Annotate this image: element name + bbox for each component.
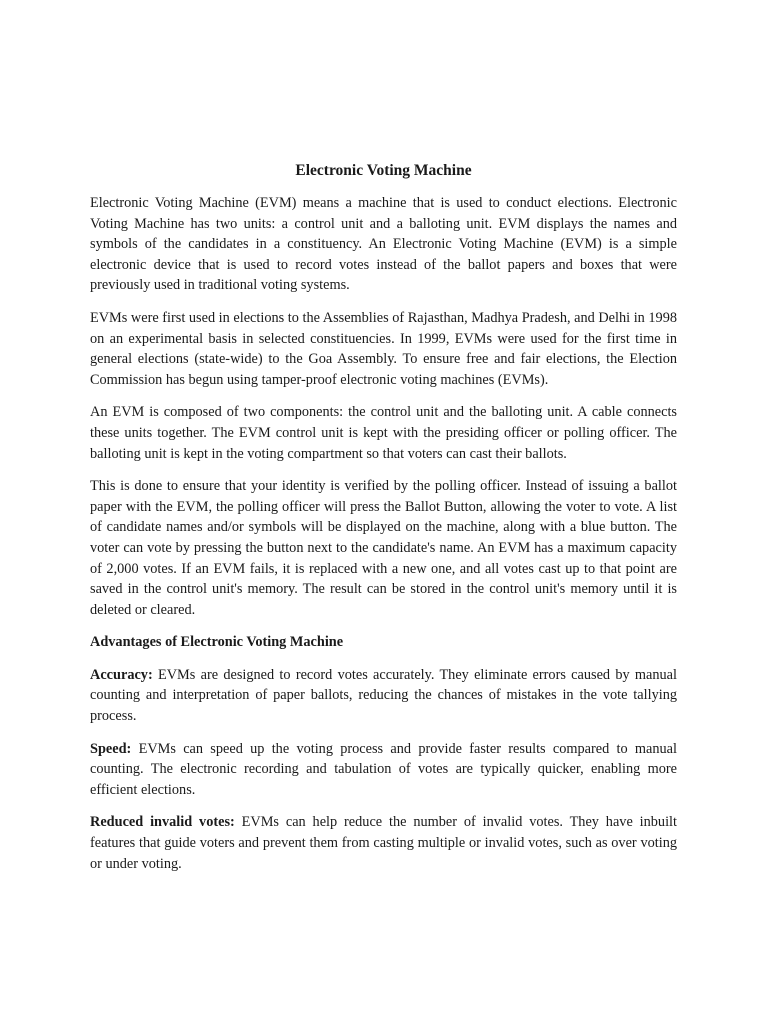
advantage-text: EVMs are designed to record votes accurately. They eliminate errors caused by manual counting and interpretation of paper ballots, reducing the chances of mistakes in the vote tallying process. (90, 666, 677, 725)
advantage-text: EVMs can help reduce the number of invalid votes. They have inbuilt features that guide voters and prevent them from casting multiple or invalid votes, such as over voting or under voting. (90, 814, 677, 872)
advantage-accuracy (90, 665, 677, 727)
advantage-term: Reduced invalid votes: (90, 814, 235, 831)
advantage-reduced-invalid-votes (90, 812, 677, 874)
paragraph-evm-components: An EVM is composed of two components: the control unit and the balloting unit. A cable connects these units together. The EVM control unit is kept with the presiding officer or polling officer. The balloting unit is kept in the voting compartment so that voters can cast their ballots. (90, 404, 677, 462)
paragraph-evm-history: EVMs were first used in elections to the Assemblies of Rajasthan, Madhya Pradesh, and Delhi in 1998 on an experimental basis in selected constituencies. In 1999, EVMs were used for the first time in general elections (state-wide) to the Goa Assembly. To ensure free and fair elections, the Election Commission has begun using tamper-proof electronic voting machines (EVMs). (90, 309, 677, 388)
document-title: Electronic Voting Machine (295, 162, 472, 179)
advantage-speed (90, 739, 677, 801)
advantages-heading: Advantages of Electronic Voting Machine (90, 634, 344, 651)
paragraph-evm-definition: Electronic Voting Machine (EVM) means a machine that is used to conduct elections. Electronic Voting Machine has two units: a control unit and a balloting unit. EVM displays the names and symbols of the candidates in a constituency. An Electronic Voting Machine (EVM) is a simple electronic device that is used to record votes instead of the ballot papers and boxes that were previously used in traditional voting systems. (90, 195, 677, 294)
paragraph-evm-process: This is done to ensure that your identity is verified by the polling officer. Instead of issuing a ballot paper with the EVM, the polling officer will press the Ballot Button, allowing the voter to vote. A list of candidate names and/or symbols will be displayed on the machine, along with a blue button. The voter can vote by pressing the button next to the candidate's name. An EVM has a maximum capacity of 2,000 votes. If an EVM fails, it is replaced with a new one, and all votes cast up to that point are saved in the control unit's memory. The result can be stored in the control unit's memory until it is deleted or cleared. (90, 478, 677, 618)
advantage-text: EVMs can speed up the voting process and provide faster results compared to manual counting. The electronic recording and tabulation of votes are typically quicker, enabling more efficient elections. (90, 740, 677, 798)
advantage-term: Speed: (90, 740, 132, 757)
advantage-term: Accuracy: (90, 666, 153, 683)
document-page (90, 161, 677, 886)
